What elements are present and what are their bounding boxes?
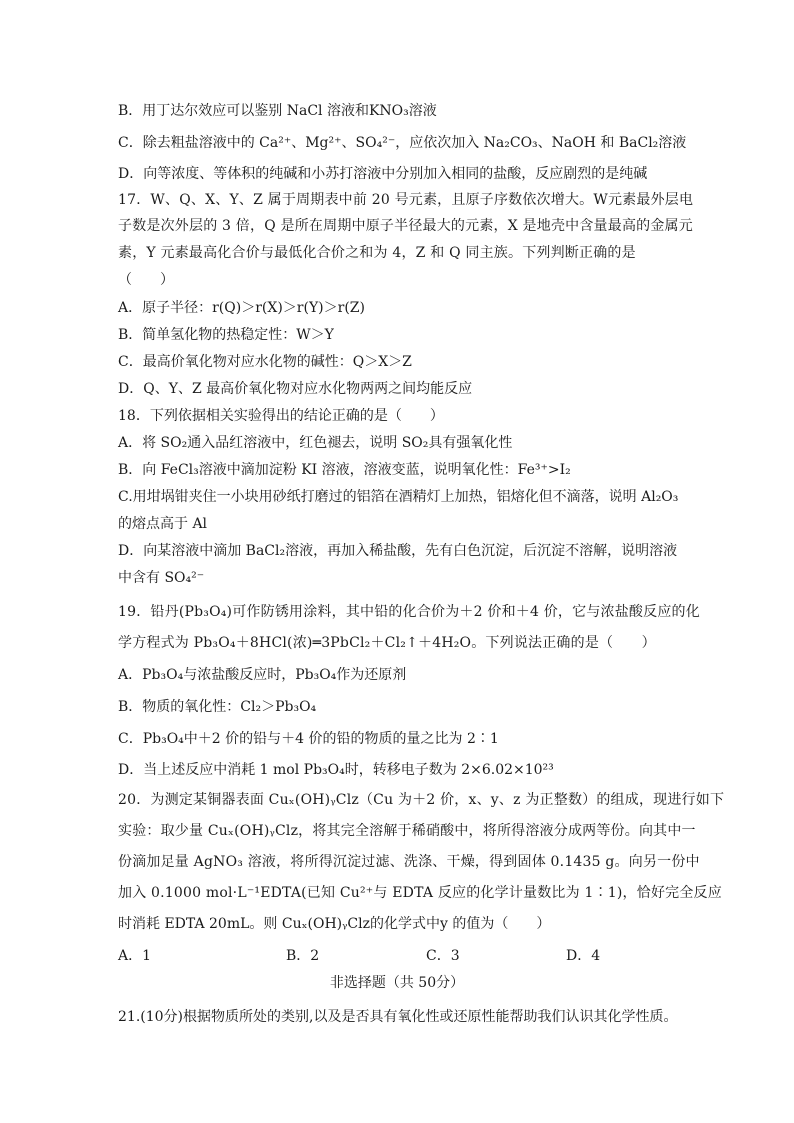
q19-option-d: D．当上述反应中消耗 1 mol Pb₃O₄时，转移电子数为 2×6.02×10²³ xyxy=(118,762,554,778)
section-title: 非选择题（共 50分） xyxy=(329,975,465,991)
q19-option-c: C．Pb₃O₄中＋2 价的铅与＋4 价的铅的物质的量之比为 2∶1 xyxy=(118,731,499,747)
q17-option-a: A．原子半径：r(Q)＞r(X)＞r(Y)＞r(Z) xyxy=(118,300,365,316)
q17-stem-line-2: 子数是次外层的 3 倍，Q 是所在周期中原子半径最大的元素，X 是地壳中含量最高的金属元 xyxy=(118,218,693,234)
q20-stem-line-1: 20．为测定某铜器表面 Cuₓ(OH)ᵧClz（Cu 为＋2 价，x、y、z 为正整数）的组成，现进行如下 xyxy=(118,792,725,808)
q16-option-c: C．除去粗盐溶液中的 Ca²⁺、Mg²⁺、SO₄²⁻，应依次加入 Na₂CO₃、NaOH 和 BaCl₂溶液 xyxy=(118,135,687,151)
q17-option-d: D．Q、Y、Z 最高价氧化物对应水化物两两之间均能反应 xyxy=(118,381,473,397)
q20-option-b: B．2 xyxy=(286,948,320,964)
q19-stem-line-1: 19．铅丹(Pb₃O₄)可作防锈用涂料，其中铅的化合价为＋2 价和＋4 价，它与浓盐酸反应的化 xyxy=(118,604,700,620)
q20-stem-line-3: 份滴加足量 AgNO₃ 溶液，将所得沉淀过滤、洗涤、干燥，得到固体 0.1435 g。向另一份中 xyxy=(118,854,700,870)
q18-option-c-line-1: C.用坩埚钳夹住一小块用砂纸打磨过的铝箔在酒精灯上加热，铝熔化但不滴落，说明 Al₂O₃ xyxy=(118,489,679,505)
q17-answer-blank: （ ） xyxy=(118,272,174,288)
q19-option-a: A．Pb₃O₄与浓盐酸反应时，Pb₃O₄作为还原剂 xyxy=(118,667,407,683)
q19-stem-line-2: 学方程式为 Pb₃O₄＋8HCl(浓)═3PbCl₂＋Cl₂↑＋4H₂O。下列说法正确的是（ ） xyxy=(118,635,656,651)
q16-option-b: B．用丁达尔效应可以鉴别 NaCl 溶液和KNO₃溶液 xyxy=(118,103,437,119)
q20-stem-line-5: 时消耗 EDTA 20mL。则 Cuₓ(OH)ᵧClz的化学式中y 的值为（ ） xyxy=(118,916,551,932)
q20-stem-line-2: 实验：取少量 Cuₓ(OH)ᵧClz，将其完全溶解于稀硝酸中，将所得溶液分成两等份。向其中一 xyxy=(118,823,696,839)
q18-stem: 18．下列依据相关实验得出的结论正确的是（ ） xyxy=(118,408,444,424)
q18-option-a: A．将 SO₂通入品红溶液中，红色褪去，说明 SO₂具有强氧化性 xyxy=(118,435,513,451)
q17-option-b: B．简单氢化物的热稳定性：W＞Y xyxy=(118,327,334,343)
q17-option-c: C．最高价氧化物对应水化物的碱性：Q＞X＞Z xyxy=(118,354,412,370)
q18-option-c-line-2: 的熔点高于 Al xyxy=(118,516,208,532)
q17-stem-line-1: 17．W、Q、X、Y、Z 属于周期表中前 20 号元素，且原子序数依次增大。W元素最外层电 xyxy=(118,192,694,208)
q19-option-b: B．物质的氧化性：Cl₂＞Pb₃O₄ xyxy=(118,699,317,715)
q16-option-d: D．向等浓度、等体积的纯碱和小苏打溶液中分别加入相同的盐酸，反应剧烈的是纯碱 xyxy=(118,166,648,182)
q20-option-a: A．1 xyxy=(118,948,152,964)
q20-stem-line-4: 加入 0.1000 mol·L⁻¹EDTA(已知 Cu²⁺与 EDTA 反应的化学计量数比为 1∶1)，恰好完全反应 xyxy=(118,885,722,901)
q20-option-c: C．3 xyxy=(426,948,460,964)
q18-option-d-line-1: D．向某溶液中滴加 BaCl₂溶液，再加入稀盐酸，先有白色沉淀，后沉淀不溶解，说明溶液 xyxy=(118,543,678,559)
q20-option-d: D．4 xyxy=(566,948,601,964)
q18-option-d-line-2: 中含有 SO₄²⁻ xyxy=(118,570,205,586)
q18-option-b: B．向 FeCl₃溶液中滴加淀粉 KI 溶液，溶液变蓝，说明氧化性：Fe³⁺>I₂ xyxy=(118,462,571,478)
q21-stem: 21.(10分)根据物质所处的类别,以及是否具有氧化性或还原性能帮助我们认识其化学性质。 xyxy=(118,1009,678,1025)
q17-stem-line-3: 素，Y 元素最高化合价与最低化合价之和为 4，Z 和 Q 同主族。下列判断正确的是 xyxy=(118,245,636,261)
